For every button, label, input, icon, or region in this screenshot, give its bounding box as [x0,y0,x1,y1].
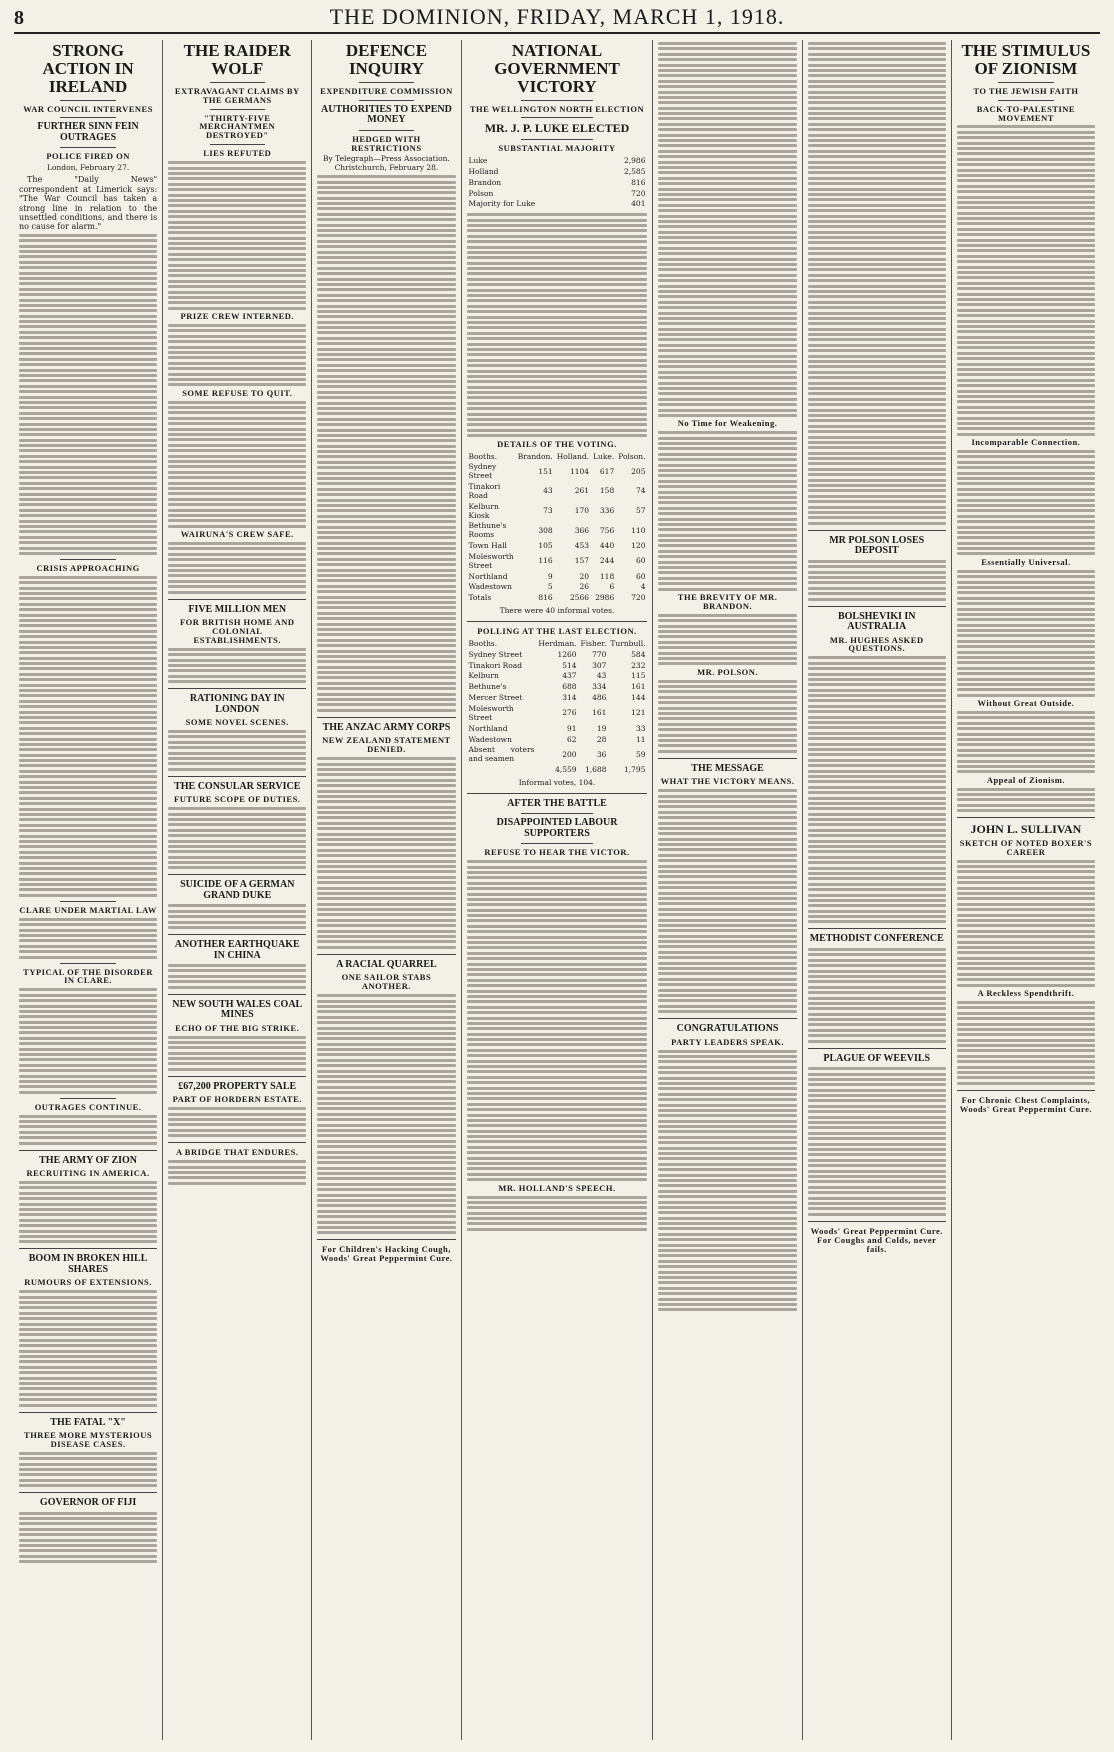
subhead: Appeal of Zionism. [986,774,1066,785]
subhead: A RACIAL QUARREL [336,958,437,970]
article-text [658,42,796,417]
subhead: LIES REFUTED [203,148,272,159]
table-row: Totals 816 2566 2986 720 [468,593,646,603]
article-text [467,860,648,1181]
table-row: Polson 720 [468,188,646,198]
informal-votes: Informal votes, 104. [518,777,596,787]
article-text [19,1512,157,1564]
subhead: BACK-TO-PALESTINE MOVEMENT [976,103,1076,123]
subhead: WHAT THE VICTORY MEANS. [660,776,795,787]
subhead: FUTURE SCOPE OF DUTIES. [174,794,301,805]
article-text [19,1181,157,1243]
subhead: CRISIS APPROACHING [36,562,140,573]
article-text [957,1001,1095,1085]
article-text [658,614,796,666]
article-text [658,431,796,590]
article-text [168,964,306,989]
article-text [317,757,455,949]
subhead: BOOM IN BROKEN HILL SHARES [28,1253,148,1275]
article-text [168,730,306,771]
article-text [168,1107,306,1137]
article-text [658,680,796,753]
subhead: PLAGUE OF WEEVILS [823,1052,931,1064]
subhead: A Reckless Spendthrift. [977,988,1075,999]
subhead: RATIONING DAY IN LONDON [189,693,285,715]
subhead: MR. HUGHES ASKED QUESTIONS. [829,634,924,654]
column-3 [312,40,461,1740]
table-row: Town Hall 105 453 440 120 [468,541,646,551]
article-text [317,175,455,712]
table-row: Holland 2,585 [468,166,646,176]
article-text [168,401,306,528]
result-table [467,156,648,210]
article-text [957,570,1095,697]
article-text [19,576,157,897]
article-lead: The "Daily News" correspondent at Limerick says: "The War Council has taken a strong line in relation to the unsettled conditions, and there is no cause for alarm." [19,175,158,232]
article-text [19,1115,157,1145]
subhead: THE WELLINGTON NORTH ELECTION [469,103,645,114]
subhead: MR. J. P. LUKE ELECTED [484,121,630,136]
table-row: Majority for Luke 401 [468,199,646,209]
article-text [168,161,306,310]
subhead: FIVE MILLION MEN [188,603,287,615]
table-row: Sydney Street 151 1104 617 205 [468,462,646,481]
article-text [317,994,455,1234]
subhead: No Time for Weakening. [677,418,778,429]
subhead: MR POLSON LOSES DEPOSIT [829,534,925,557]
subhead: Incomparable Connection. [971,437,1081,448]
page-number: 8 [14,7,24,29]
dateline: By Telegraph—Press Association. Christchurch, February 28. [323,154,450,173]
subhead: FURTHER SINN FEIN OUTRAGES [37,121,139,143]
article-text [808,656,946,923]
advertisement: For Chronic Chest Complaints, Woods' Great Peppermint Cure. [959,1094,1093,1114]
table-row: Tinakori Road 514 307 232 [468,660,646,670]
subhead: PARTY LEADERS SPEAK. [671,1036,785,1047]
subhead: THE CONSULAR SERVICE [174,780,301,792]
table-row: Northland 91 19 33 [468,723,646,733]
advertisement-text [168,1160,306,1185]
subhead: NEW ZEALAND STATEMENT DENIED. [322,735,451,755]
article-text [808,42,946,525]
column-1 [14,40,163,1740]
subhead: WAR COUNCIL INTERVENES [23,103,153,114]
subhead: THREE MORE MYSTERIOUS DISEASE CASES. [24,1430,153,1449]
subhead: GOVERNOR OF FIJI [39,1497,137,1509]
subhead: BOLSHEVIKI IN AUSTRALIA [837,610,916,632]
table-row: Brandon 816 [468,177,646,187]
article-text [808,948,946,1043]
subhead: TYPICAL OF THE DISORDER IN CLARE. [23,966,153,986]
table-header: Booths. Herdman. Fisher. Turnbull. [468,638,646,648]
table-row: Bethune's Rooms 308 366 756 110 [468,521,646,540]
article-text [957,450,1095,555]
subhead: ANOTHER EARTHQUAKE IN CHINA [174,939,300,961]
headline-zionism: THE STIMULUS OF ZIONISM [961,41,1091,78]
article-text [168,904,306,929]
subhead: TO THE JEWISH FAITH [973,85,1079,96]
subhead: SUBSTANTIAL MAJORITY [498,143,616,154]
subhead: SKETCH OF NOTED BOXER'S CAREER [959,837,1093,857]
subhead: SOME REFUSE TO QUIT. [182,387,293,398]
headline-defence-inquiry: DEFENCE INQUIRY [345,41,428,78]
article-text [957,711,1095,773]
subhead: DISAPPOINTED LABOUR SUPPORTERS [496,817,618,839]
table-row: Wadestown 62 28 11 [468,734,646,744]
columns [14,40,1100,1740]
subhead: SUICIDE OF A GERMAN GRAND DUKE [180,879,295,901]
subhead: AFTER THE BATTLE [507,797,607,809]
informal-votes: There were 40 informal votes. [499,606,615,616]
article-text [168,542,306,594]
article-text [658,789,796,1013]
article-text [957,860,1095,987]
masthead [14,4,1100,34]
subhead: A BRIDGE THAT ENDURES. [176,1147,299,1158]
article-text [808,560,946,601]
subhead: THE ANZAC ARMY CORPS [322,721,451,733]
subhead: AUTHORITIES TO EXPEND MONEY [321,103,452,126]
subhead: METHODIST CONFERENCE [809,933,944,945]
subhead: JOHN L. SULLIVAN [970,822,1082,837]
subhead: EXPENDITURE COMMISSION [320,85,453,96]
table-row: Mercer Street 314 486 144 [468,693,646,703]
booth-table [467,452,648,605]
article-text [467,213,648,437]
last-election-table [467,639,648,776]
table-row: Luke 2,986 [468,155,646,165]
article-text [168,807,306,869]
subhead: POLICE FIRED ON [46,151,130,162]
article-text [19,988,157,1093]
subhead: THE ARMY OF ZION [39,1154,138,1166]
subhead: MR. HOLLAND'S SPEECH. [498,1182,616,1193]
article-text [19,918,157,959]
subhead: REFUSE TO HEAR THE VICTOR. [484,847,630,858]
table-row: Molesworth Street 276 161 121 [468,704,646,722]
advertisement: For Children's Hacking Cough, Woods' Great Peppermint Cure. [320,1244,453,1264]
subhead: SOME NOVEL SCENES. [185,717,289,728]
subhead: NEW SOUTH WALES COAL MINES [172,998,303,1021]
subhead: FOR BRITISH HOME AND COLONIAL ESTABLISHMENTS. [179,617,295,645]
article-text [168,1036,306,1071]
article-text [957,788,1095,813]
table-row: Kelburn Kiosk 73 170 336 57 [468,501,646,520]
article-text [808,1067,946,1216]
subhead: HEDGED WITH RESTRICTIONS [351,133,422,153]
dateline: London, February 27. [46,163,130,173]
subhead: POLLING AT THE LAST ELECTION. [477,626,637,637]
article-text [467,1196,648,1231]
headline-national-government: NATIONAL GOVERNMENT VICTORY [494,41,620,96]
newspaper-title: THE DOMINION, FRIDAY, MARCH 1, 1918. [329,4,785,29]
headline-raider-wolf: THE RAIDER WOLF [183,41,291,78]
column-5 [653,40,802,1740]
article-text [19,1290,157,1406]
article-text [957,125,1095,435]
subhead: THE FATAL "X" [50,1416,126,1428]
subhead: DETAILS OF THE VOTING. [497,438,617,449]
subhead: CONGRATULATIONS [676,1023,779,1035]
subhead: RUMOURS OF EXTENSIONS. [24,1277,152,1288]
subhead: THE BREVITY OF MR. BRANDON. [677,591,778,611]
subhead: RECRUITING IN AMERICA. [26,1168,150,1179]
table-row: 4,559 1,688 1,795 [555,765,646,775]
headline-ireland: STRONG ACTION IN IRELAND [42,41,134,96]
subhead: EXTRAVAGANT CLAIMS BY THE GERMANS [174,85,300,105]
table-header: Booths. Brandon. Holland. Luke. Polson. [468,451,646,461]
table-row: Wadestown 5 26 6 4 [468,582,646,592]
article-text [168,324,306,386]
article-text [168,648,306,683]
subhead: ECHO OF THE BIG STRIKE. [175,1022,300,1033]
column-4 [462,40,654,1740]
subhead: THE MESSAGE [691,762,764,774]
subhead: PART OF HORDERN ESTATE. [172,1094,302,1105]
table-row: Northland 9 20 118 60 [468,571,646,581]
column-7 [952,40,1100,1740]
subhead: Without Great Outside. [977,698,1075,709]
column-6 [803,40,952,1740]
article-text [19,1452,157,1487]
subhead: PRIZE CREW INTERNED. [180,311,295,322]
table-row: Sydney Street 1260 770 584 [468,649,646,659]
table-row: Bethune's 688 334 161 [468,682,646,692]
table-row: Absent voters and seamen 200 36 59 [468,745,646,764]
subhead: CLARE UNDER MARTIAL LAW [19,904,157,915]
table-row: Tinakori Road 43 261 158 74 [468,482,646,500]
subhead: Essentially Universal. [981,556,1071,567]
subhead: MR. POLSON. [697,666,759,677]
advertisement: Woods' Great Peppermint Cure. For Coughs and Colds, never fails. [810,1225,943,1254]
subhead: OUTRAGES CONTINUE. [34,1101,142,1112]
column-2 [163,40,312,1740]
article-text [658,1050,796,1312]
subhead: WAIRUNA'S CREW SAFE. [180,529,294,540]
table-row: Kelburn 437 43 115 [468,671,646,681]
table-row: Molesworth Street 116 157 244 60 [468,551,646,570]
article-text [19,234,157,555]
subhead: "THIRTY-FIVE MERCHANTMEN DESTROYED" [199,112,276,141]
subhead: ONE SAILOR STABS ANOTHER. [341,972,432,992]
subhead: £67,200 PROPERTY SALE [178,1080,297,1092]
